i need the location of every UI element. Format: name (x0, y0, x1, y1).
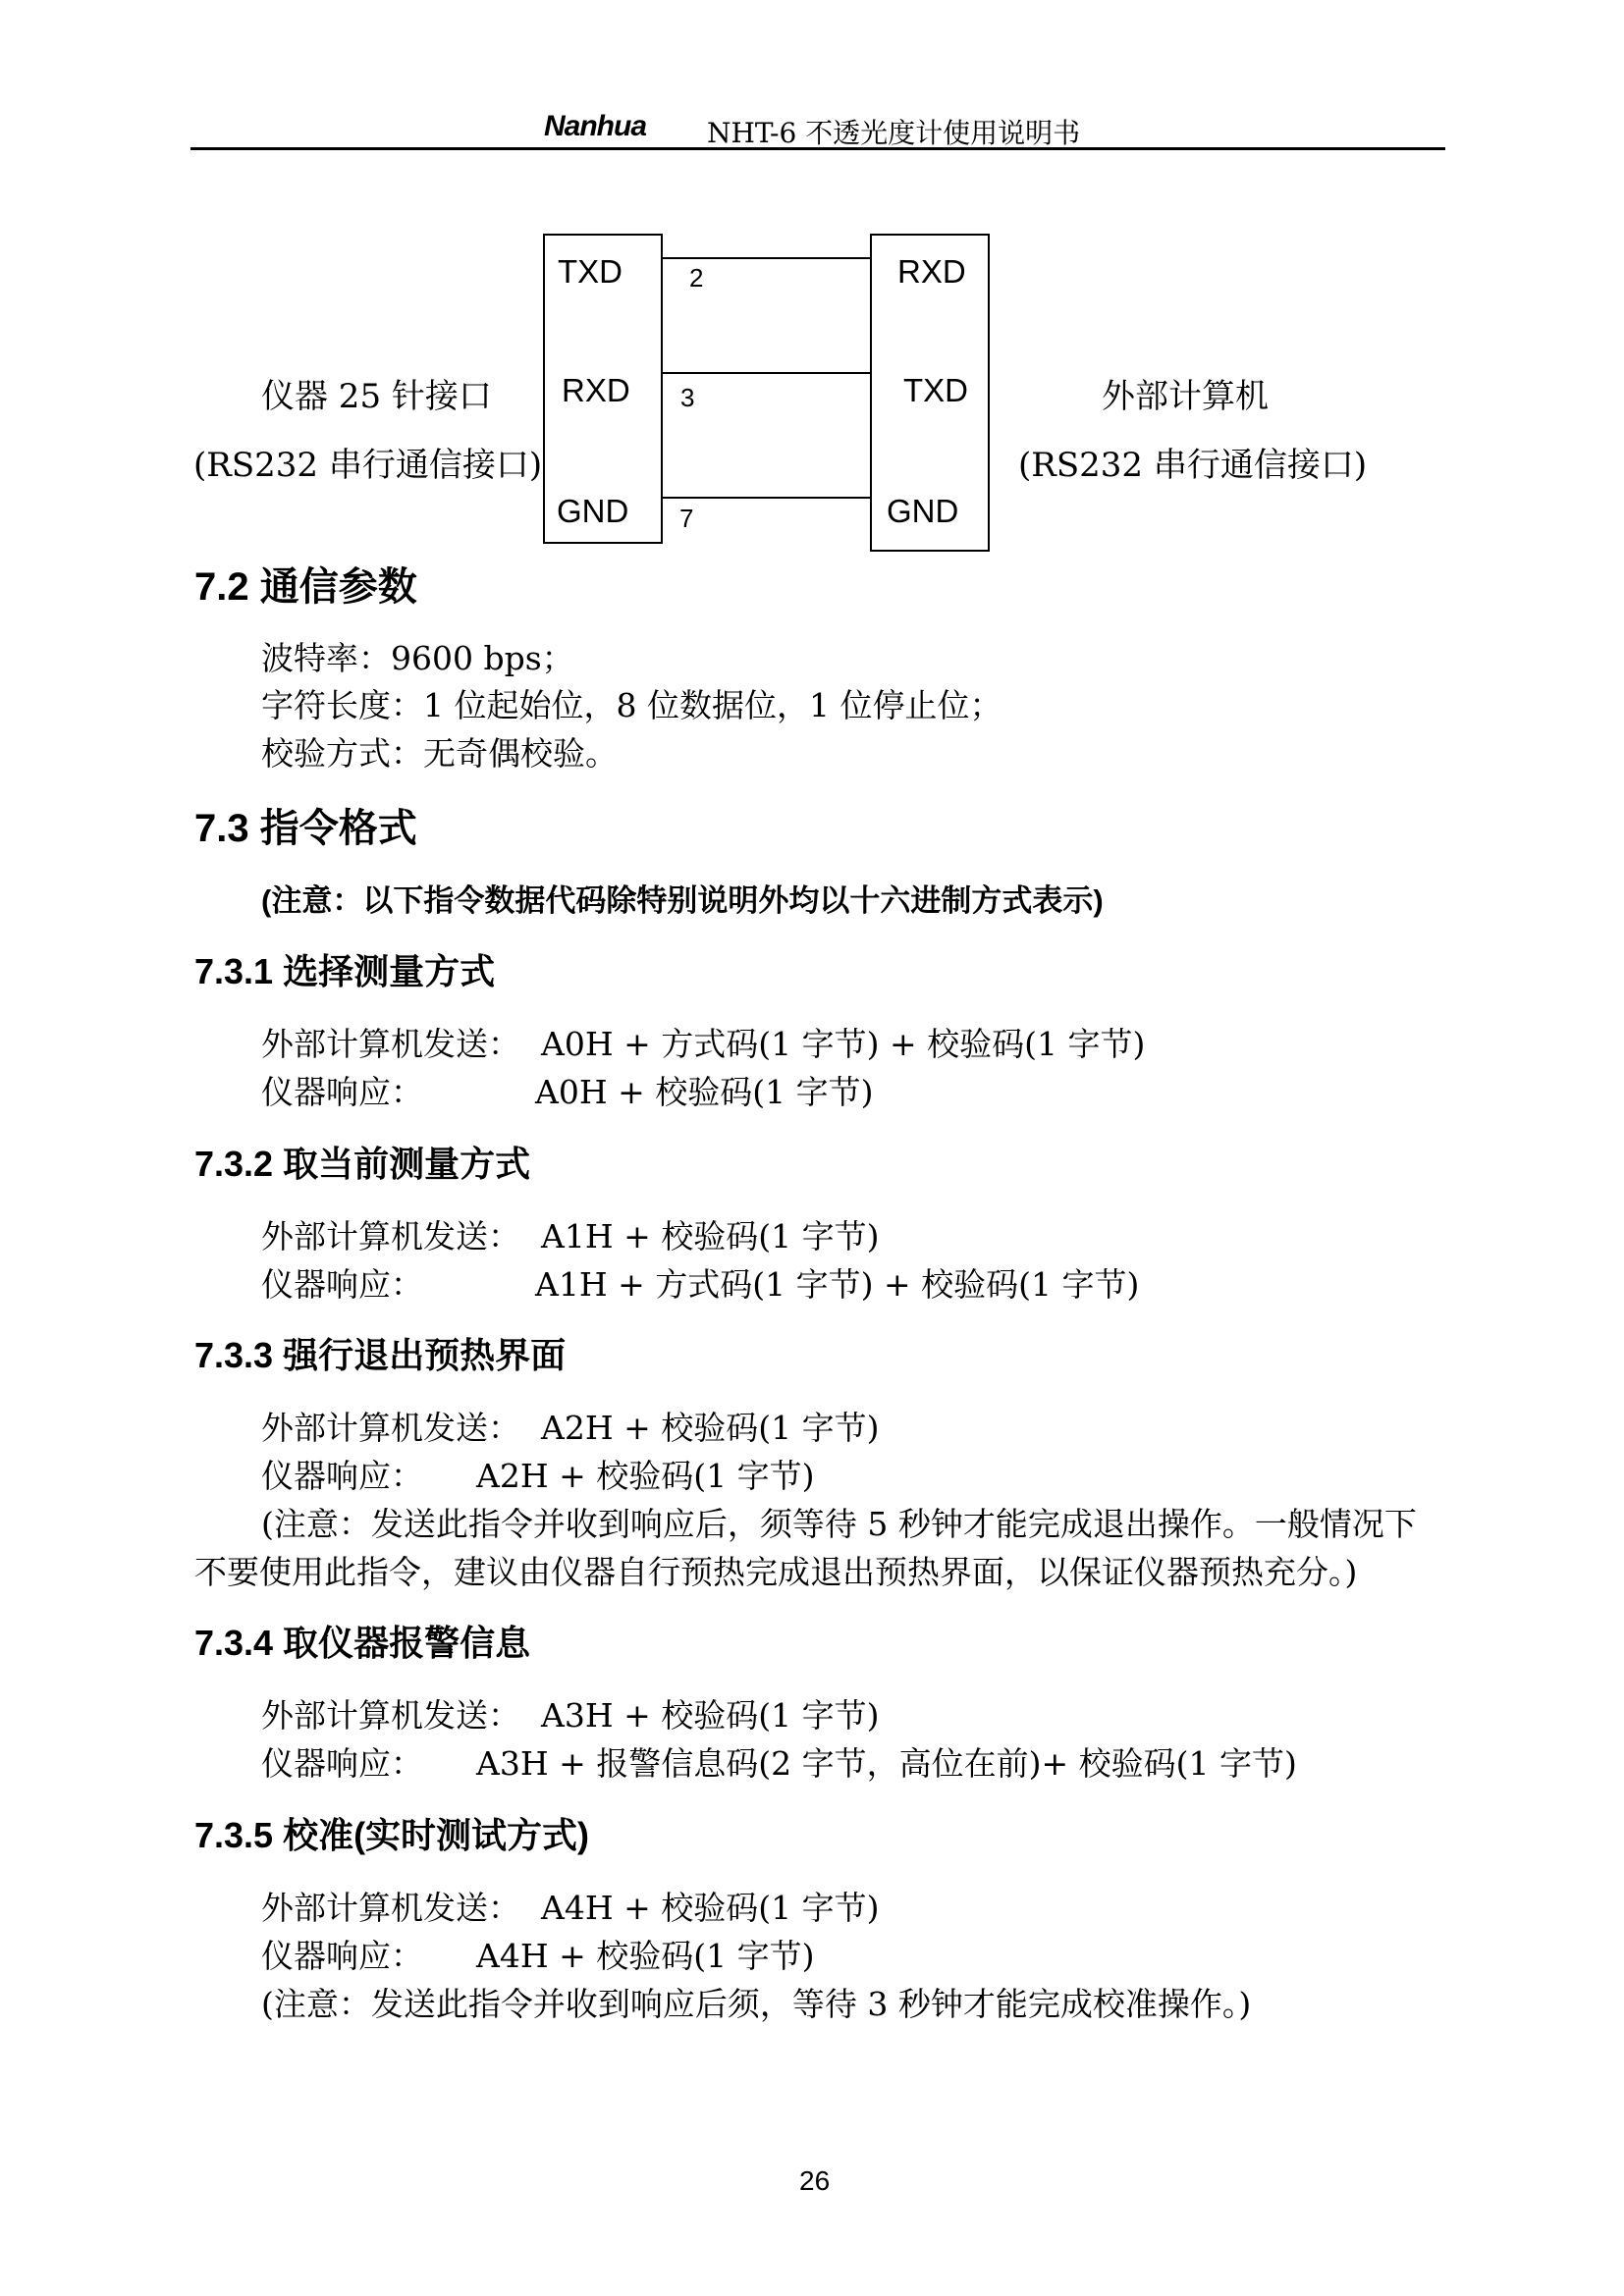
heading-7-3-2: 7.3.2 取当前测量方式 (194, 1144, 531, 1184)
wire-pin-7 (663, 497, 870, 499)
send-value: A0H + 方式码(1 字节) + 校验码(1 字节) (541, 1025, 1146, 1063)
heading-7-3-4: 7.3.4 取仪器报警信息 (194, 1623, 531, 1663)
right-pin-txd: TXD (903, 372, 968, 408)
instrument-port-type: (RS232 串行通信接口) (193, 446, 543, 485)
send-label: 外部计算机发送： (261, 1217, 520, 1255)
send-value: A2H + 校验码(1 字节) (541, 1409, 880, 1447)
send-value: A4H + 校验码(1 字节) (541, 1889, 880, 1927)
left-pin-txd: TXD (558, 253, 623, 290)
hex-note: (注意：以下指令数据代码除特别说明外均以十六进制方式表示) (261, 883, 1104, 918)
heading-7-3-5: 7.3.5 校准(实时测试方式) (194, 1815, 590, 1855)
computer-port-label: 外部计算机 (1102, 377, 1269, 416)
response-label: 仪器响应： (261, 1937, 423, 1975)
send-label: 外部计算机发送： (261, 1696, 520, 1735)
right-pin-rxd: RXD (897, 253, 966, 290)
preheat-note-line-2: 不要使用此指令，建议由仪器自行预热完成退出预热界面，以保证仪器预热充分。) (194, 1553, 1358, 1591)
send-label: 外部计算机发送： (261, 1889, 520, 1927)
response-label: 仪器响应： (261, 1457, 423, 1495)
instrument-port-label: 仪器 25 针接口 (261, 377, 492, 416)
right-pin-gnd: GND (887, 493, 959, 529)
response-value: A1H + 方式码(1 字节) + 校验码(1 字节) (535, 1265, 1140, 1304)
preheat-note-line-1: (注意：发送此指令并收到响应后，须等待 5 秒钟才能完成退出操作。一般情况下 (261, 1505, 1417, 1543)
left-pin-rxd: RXD (562, 372, 630, 408)
send-value: A3H + 校验码(1 字节) (541, 1696, 880, 1735)
heading-7-3: 7.3 指令格式 (194, 807, 417, 850)
heading-7-3-3: 7.3.3 强行退出预热界面 (194, 1335, 567, 1375)
left-pin-gnd: GND (557, 493, 629, 529)
char-length-line: 字符长度：1 位起始位，8 位数据位，1 位停止位； (261, 686, 1002, 724)
response-label: 仪器响应： (261, 1073, 423, 1111)
send-label: 外部计算机发送： (261, 1025, 520, 1063)
response-value: A4H + 校验码(1 字节) (476, 1937, 815, 1975)
wire-pin-2 (663, 257, 870, 259)
header-title: NHT-6 不透光度计使用说明书 (707, 117, 1081, 149)
pin-number-7: 7 (679, 504, 694, 533)
response-value: A2H + 校验码(1 字节) (476, 1457, 815, 1495)
send-value: A1H + 校验码(1 字节) (541, 1217, 880, 1255)
pin-number-2: 2 (689, 263, 704, 293)
brand-logo: Nanhua (544, 110, 647, 142)
send-label: 外部计算机发送： (261, 1409, 520, 1447)
page-number: 26 (799, 2165, 831, 2196)
calibration-note: (注意：发送此指令并收到响应后须，等待 3 秒钟才能完成校准操作。) (261, 1985, 1252, 2023)
wire-pin-3 (663, 372, 870, 374)
heading-7-3-1: 7.3.1 选择测量方式 (194, 951, 496, 991)
response-value: A3H + 报警信息码(2 字节，高位在前)+ 校验码(1 字节) (476, 1744, 1297, 1783)
heading-7-2: 7.2 通信参数 (194, 565, 417, 609)
pin-number-3: 3 (680, 383, 695, 412)
response-label: 仪器响应： (261, 1744, 423, 1783)
parity-line: 校验方式：无奇偶校验。 (261, 734, 618, 773)
header-rule (190, 147, 1445, 150)
computer-port-type: (RS232 串行通信接口) (1018, 446, 1368, 485)
response-value: A0H + 校验码(1 字节) (535, 1073, 874, 1111)
response-label: 仪器响应： (261, 1265, 423, 1304)
baud-rate-line: 波特率：9600 bps； (261, 639, 574, 677)
